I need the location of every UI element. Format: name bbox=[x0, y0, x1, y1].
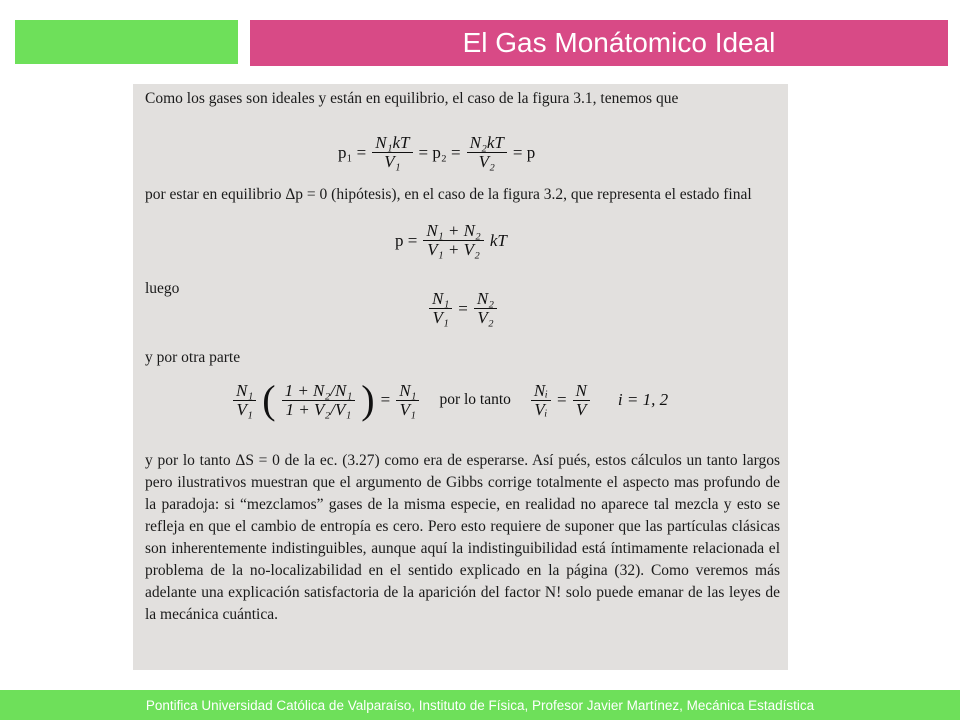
eq1-end: = p bbox=[512, 142, 536, 162]
eq4-d-num: Nᵢ bbox=[531, 382, 551, 401]
eq1-mid: = p₂ = bbox=[418, 142, 461, 162]
decorative-green-block bbox=[15, 20, 238, 64]
eq1-frac1-den: V₁ bbox=[384, 152, 401, 171]
eq4-e-den: V bbox=[576, 399, 587, 419]
eq2-lhs: p = bbox=[395, 230, 418, 250]
paragraph-5: y por lo tanto ΔS = 0 de la ec. (3.27) como era de esperarse. Así pués, estos cálculos un tanto largos pero ilustrativos muestran que el argumento de Gibbs corrige totalmente el aspecto mas profundo de la paradoja: si “mezclamos” gases de la misma especie, en realidad no aparece tal mezcla y esto se refleja en que el cambio de entropía es cero. Pero esto requiere de suponer que las partículas clásicas son inherentemente indistinguibles, aunque aquí la indistinguibilidad está íntimamente relacionada el problema de la no-localizabilidad en el sentido explicado en la página (32). Como veremos más adelante una explicación satisfactoria de la aparición del factor N! solo puede emanar de las leyes de la mecánica cuántica. bbox=[145, 452, 780, 623]
eq4-a-num: N₁ bbox=[233, 382, 256, 401]
eq4-right-paren: ) bbox=[361, 377, 375, 422]
eq4-equals-2: = bbox=[556, 390, 567, 409]
equation-3 bbox=[429, 290, 497, 327]
eq1-frac2-num: N₂kT bbox=[467, 134, 507, 153]
eq4-c-num: N₁ bbox=[396, 382, 419, 401]
eq4-text: por lo tanto bbox=[439, 391, 511, 408]
eq1-frac-2 bbox=[467, 134, 507, 171]
eq4-frac-a bbox=[233, 382, 256, 419]
slide-title: El Gas Monátomico Ideal bbox=[462, 27, 776, 58]
eq4-b-den: 1 + V₂/V₁ bbox=[285, 399, 352, 419]
eq4-frac-c bbox=[396, 382, 419, 419]
paragraph-2: por estar en equilibrio Δp = 0 (hipótesis), en el caso de la figura 3.2, que representa el estado final bbox=[145, 186, 752, 203]
eq4-frac-d bbox=[531, 382, 551, 419]
eq2-rhs: kT bbox=[489, 230, 507, 250]
scanned-page bbox=[133, 84, 788, 670]
title-bar bbox=[250, 20, 948, 66]
eq4-equals: = bbox=[380, 390, 391, 409]
equation-4 bbox=[233, 377, 669, 422]
eq4-c-den: V₁ bbox=[399, 399, 416, 419]
eq2-frac bbox=[423, 222, 483, 259]
eq1-frac2-den: V₂ bbox=[478, 152, 495, 171]
eq4-d-den: Vᵢ bbox=[534, 399, 548, 419]
paragraph-4: y por otra parte bbox=[145, 349, 241, 366]
eq4-e-num: N bbox=[573, 382, 590, 401]
eq4-left-paren: ( bbox=[262, 377, 276, 422]
paragraph-3: luego bbox=[145, 280, 180, 297]
eq1-frac-1 bbox=[372, 134, 412, 171]
eq2-den: V₁ + V₂ bbox=[427, 240, 480, 259]
eq3-left-num: N₁ bbox=[429, 290, 452, 309]
footer-text: Pontifica Universidad Católica de Valparaíso, Instituto de Física, Profesor Javier Martínez, Mecánica Estadística bbox=[145, 697, 815, 713]
eq1-frac1-num: N₁kT bbox=[372, 134, 412, 153]
equation-2 bbox=[395, 222, 507, 259]
eq1-lhs: p₁ = bbox=[338, 142, 367, 162]
eq4-frac-b bbox=[282, 382, 356, 419]
eq4-index: i = 1, 2 bbox=[617, 390, 669, 409]
eq3-right-num: N₂ bbox=[474, 290, 497, 309]
eq4-frac-e bbox=[573, 382, 590, 419]
eq4-a-den: V₁ bbox=[236, 399, 253, 419]
eq3-frac-left bbox=[429, 290, 452, 327]
paragraph-1: Como los gases son ideales y están en equilibrio, el caso de la figura 3.1, tenemos que bbox=[145, 90, 679, 107]
eq2-num: N₁ + N₂ bbox=[423, 222, 483, 241]
eq3-frac-right bbox=[474, 290, 497, 327]
eq3-left-den: V₁ bbox=[432, 308, 449, 327]
footer bbox=[0, 690, 960, 720]
equation-1 bbox=[338, 134, 535, 171]
eq3-equals: = bbox=[458, 298, 468, 318]
eq4-b-num: 1 + N₂/N₁ bbox=[282, 382, 356, 401]
eq3-right-den: V₂ bbox=[477, 308, 494, 327]
